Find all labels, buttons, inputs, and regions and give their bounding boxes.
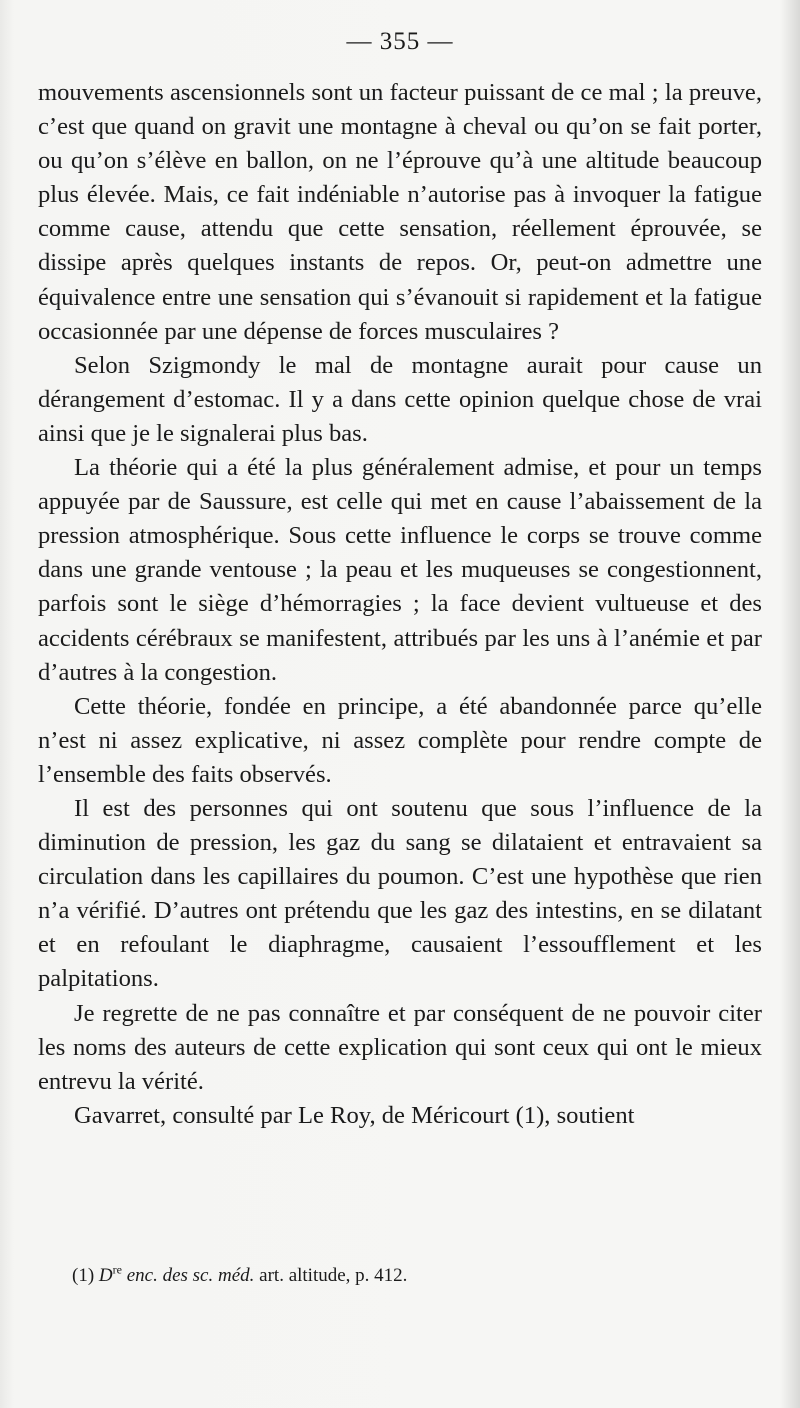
paragraph-theory-abandoned: Cette théorie, fondée en principe, a été abandonnée parce qu’elle n’est ni assez explicative, ni assez complète pour rendre compte de l’ensemble des faits observés. xyxy=(38,692,762,788)
footnote-marker: (1) xyxy=(72,1265,95,1286)
footnote-abbrev: D xyxy=(98,1265,113,1286)
paragraph-pressure-theory: La théorie qui a été la plus généralement admise, et pour un temps appuyée par de Saussure, est celle qui met en cause l’abaissement de la pression atmosphérique. Sous cette influence le corps se trouve comme dans une grande ventouse ; la peau et les muqueuses se congestionnent, parfois sont le siège d’hémorragies ; la face devient vultueuse et des accidents cérébraux se manifestent, attribués par les uns à l’anémie et par d’autres à la congestion. xyxy=(38,454,762,686)
paragraph-szigmondy: Selon Szigmondy le mal de montagne aurait pour cause un dérangement d’estomac. Il y a dans cette opinion quelque chose de vrai ainsi que je le signalerai plus bas. xyxy=(38,351,762,447)
page-number: — 355 — xyxy=(346,28,454,55)
footnote-rest: art. altitude, p. 412. xyxy=(259,1265,408,1286)
paragraph-regret: Je regrette de ne pas connaître et par conséquent de ne pouvoir citer les noms des auteurs de cette explication qui sont ceux qui ont le mieux entrevu la vérité. xyxy=(38,999,762,1095)
footnote-abbrev-sup: re xyxy=(112,1262,122,1277)
footnote-work: enc. des sc. méd. xyxy=(126,1265,255,1286)
body-text xyxy=(38,76,762,1133)
paragraph-gavarret: Gavarret, consulté par Le Roy, de Méricourt (1), soutient xyxy=(74,1101,635,1129)
footnote xyxy=(72,1264,762,1288)
paragraph-continued: mouvements ascensionnels sont un facteur puissant de ce mal ; la preuve, c’est que quand on gravit une montagne à cheval ou qu’on se fait porter, ou qu’on s’élève en ballon, on ne l’éprouve qu’à une altitude beaucoup plus élevée. Mais, ce fait indéniable n’autorise pas à invoquer la fatigue comme cause, attendu que cette sensation, réellement éprouvée, se dissipe après quelques instants de repos. Or, peut-on admettre une équivalence entre une sensation qui s’évanouit si rapidement et la fatigue occasionnée par une dépense de forces musculaires ? xyxy=(38,79,762,345)
paragraph-blood-gases: Il est des personnes qui ont soutenu que sous l’influence de la diminution de pression, les gaz du sang se dilataient et entravaient sa circulation dans les capillaires du poumon. C’est une hypothèse que rien n’a vérifié. D’autres ont prétendu que les gaz des intestins, en se dilatant et en refoulant le diaphragme, causaient l’essoufflement et les palpitations. xyxy=(38,794,762,993)
